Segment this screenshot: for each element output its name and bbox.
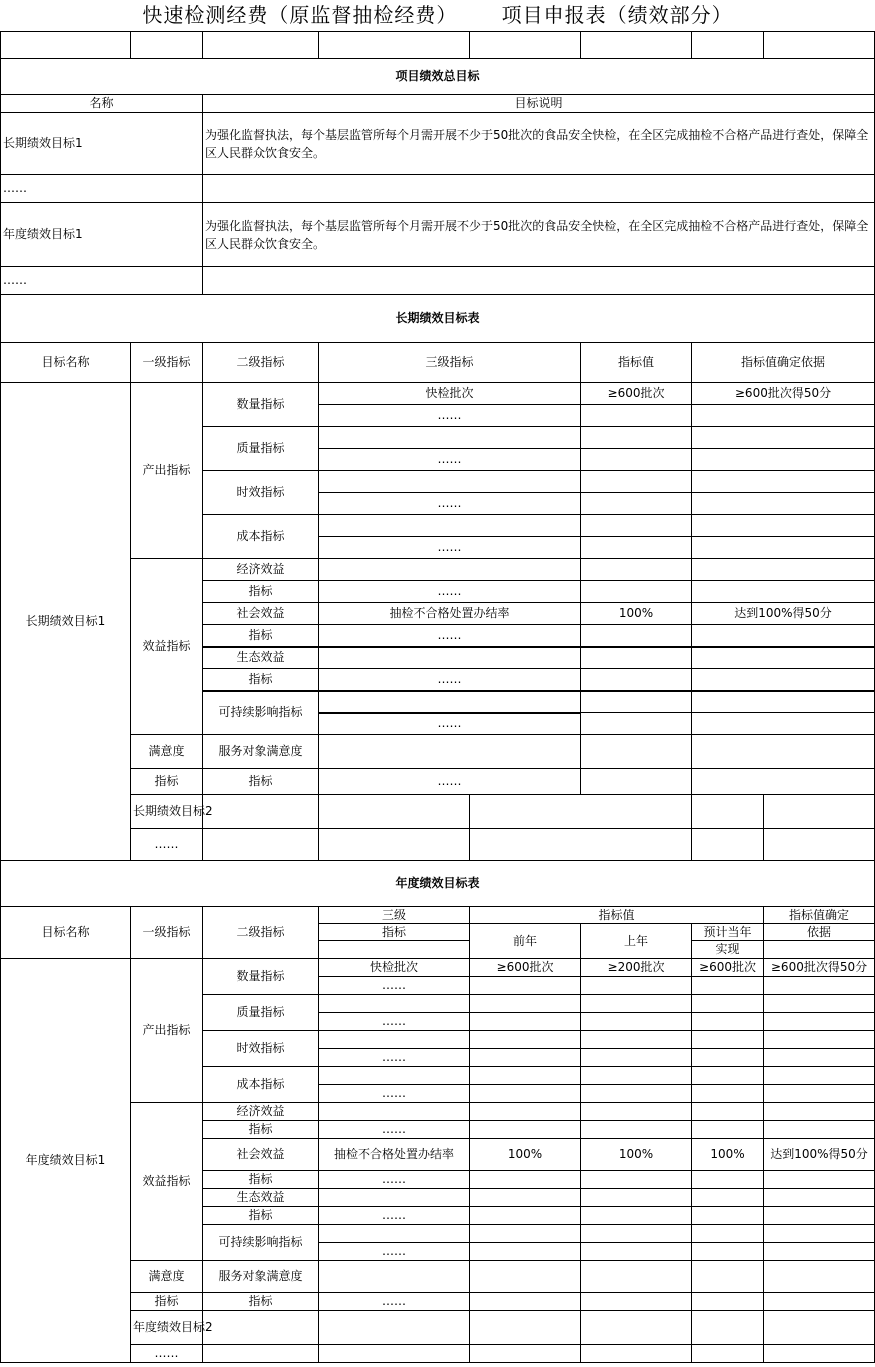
blank-cell[interactable]: [319, 1067, 470, 1085]
blank-cell[interactable]: [692, 1225, 764, 1243]
blank-cell[interactable]: [470, 32, 581, 59]
long-quick-value[interactable]: ≥600批次: [581, 383, 692, 405]
long-service-sat: 服务对象满意度: [203, 735, 319, 769]
long-h-l1: 一级指标: [131, 343, 203, 383]
ellipsis-cell[interactable]: ……: [319, 1013, 470, 1031]
annual-ellipsis: ……: [131, 1345, 203, 1363]
blank-cell[interactable]: [692, 1121, 764, 1139]
blank-cell[interactable]: [581, 1311, 692, 1345]
blank-cell[interactable]: [470, 1243, 581, 1261]
ellipsis-cell[interactable]: ……: [319, 769, 581, 795]
blank-cell[interactable]: [692, 1067, 764, 1085]
blank-cell[interactable]: [203, 1345, 319, 1363]
long-economic: 经济效益: [203, 559, 319, 581]
blank-cell[interactable]: [319, 829, 470, 861]
blank-cell[interactable]: [764, 1121, 875, 1139]
annual-indicator: 指标: [203, 1121, 319, 1139]
ellipsis-cell[interactable]: ……: [319, 581, 581, 603]
annual-table-heading: 年度绩效目标表: [1, 861, 875, 907]
annual-h-l3-a: 三级: [319, 907, 470, 924]
blank-cell[interactable]: [581, 449, 692, 471]
blank-cell[interactable]: [692, 691, 875, 713]
blank-cell[interactable]: [319, 559, 581, 581]
ellipsis-cell[interactable]: ……: [319, 449, 581, 471]
blank-cell[interactable]: [319, 995, 470, 1013]
blank-cell[interactable]: [470, 1013, 581, 1031]
annual-quick-prev[interactable]: ≥600批次: [470, 959, 581, 977]
blank-cell[interactable]: [581, 32, 692, 59]
blank-cell[interactable]: [470, 1067, 581, 1085]
blank-cell[interactable]: [764, 1171, 875, 1189]
blank-cell[interactable]: [581, 1067, 692, 1085]
blank-cell[interactable]: [203, 1311, 319, 1345]
blank-cell[interactable]: [319, 515, 581, 537]
blank-cell[interactable]: [764, 1189, 875, 1207]
overall-long-name: 长期绩效目标1: [1, 113, 203, 175]
annual-unqual-last[interactable]: 100%: [581, 1139, 692, 1171]
blank-cell[interactable]: [764, 1031, 875, 1049]
blank-cell[interactable]: [581, 471, 692, 493]
blank-cell[interactable]: [581, 1121, 692, 1139]
blank-cell[interactable]: [692, 405, 875, 427]
blank-cell[interactable]: [692, 1171, 764, 1189]
blank-cell[interactable]: [764, 1311, 875, 1345]
blank-cell[interactable]: [692, 427, 875, 449]
blank-cell[interactable]: [581, 1225, 692, 1243]
blank-cell[interactable]: [581, 1031, 692, 1049]
blank-cell[interactable]: [692, 669, 875, 691]
long-timeliness: 时效指标: [203, 471, 319, 515]
blank-cell[interactable]: [470, 1103, 581, 1121]
annual-h-target: 目标名称: [1, 907, 131, 959]
annual-unqual[interactable]: 抽检不合格处置办结率: [319, 1139, 470, 1171]
annual-h-l1: 一级指标: [131, 907, 203, 959]
blank-cell[interactable]: [581, 977, 692, 995]
blank-cell[interactable]: [581, 1085, 692, 1103]
blank-cell[interactable]: [470, 1189, 581, 1207]
overall-long-desc[interactable]: 为强化监督执法，每个基层监管所每个月需开展不少于50批次的食品安全快检，在全区完成抽检不合格产品进行查处，保障全区人民群众饮食安全。: [203, 113, 875, 175]
blank-cell[interactable]: [470, 829, 692, 861]
overall-ellipsis: ……: [1, 175, 203, 203]
ellipsis-cell[interactable]: ……: [319, 1243, 470, 1261]
long-satisfaction: 满意度: [131, 735, 203, 769]
annual-indicator: 指标: [203, 1171, 319, 1189]
performance-form-table: [0, 31, 875, 1363]
annual-h-expect-b: 实现: [692, 941, 764, 959]
blank-cell[interactable]: [764, 1293, 875, 1311]
blank-cell[interactable]: [203, 32, 319, 59]
blank-cell[interactable]: [692, 1207, 764, 1225]
ellipsis-cell[interactable]: ……: [319, 1171, 470, 1189]
annual-target1: 年度绩效目标1: [1, 959, 131, 1363]
blank-cell[interactable]: [692, 581, 875, 603]
blank-cell[interactable]: [319, 1311, 470, 1345]
blank-cell[interactable]: [581, 691, 692, 713]
long-h-target: 目标名称: [1, 343, 131, 383]
blank-cell[interactable]: [581, 405, 692, 427]
blank-cell[interactable]: [692, 1103, 764, 1121]
blank-cell[interactable]: [692, 1013, 764, 1031]
blank-cell[interactable]: [203, 267, 875, 295]
blank-cell[interactable]: [764, 1067, 875, 1085]
annual-benefit: 效益指标: [131, 1103, 203, 1261]
long-h-value: 指标值: [581, 343, 692, 383]
blank-cell[interactable]: [764, 941, 875, 959]
blank-cell[interactable]: [581, 1261, 692, 1293]
blank-cell[interactable]: [764, 1243, 875, 1261]
blank-cell[interactable]: [581, 1171, 692, 1189]
blank-cell[interactable]: [692, 647, 875, 669]
annual-quick-check[interactable]: 快检批次: [319, 959, 470, 977]
overall-annual-name: 年度绩效目标1: [1, 203, 203, 267]
annual-timeliness: 时效指标: [203, 1031, 319, 1067]
blank-cell[interactable]: [319, 32, 470, 59]
blank-cell[interactable]: [692, 625, 875, 647]
annual-quick-basis[interactable]: ≥600批次得50分: [764, 959, 875, 977]
annual-quality: 质量指标: [203, 995, 319, 1031]
ellipsis-cell[interactable]: ……: [319, 669, 581, 691]
blank-cell[interactable]: [692, 769, 875, 795]
blank-cell[interactable]: [319, 471, 581, 493]
annual-unqual-basis[interactable]: 达到100%得50分: [764, 1139, 875, 1171]
blank-cell[interactable]: [764, 1085, 875, 1103]
blank-cell[interactable]: [692, 1085, 764, 1103]
blank-cell[interactable]: [692, 1261, 764, 1293]
blank-cell[interactable]: [692, 471, 875, 493]
blank-cell[interactable]: [764, 829, 875, 861]
blank-cell[interactable]: [319, 1225, 470, 1243]
blank-cell[interactable]: [203, 795, 319, 829]
ellipsis-cell[interactable]: ……: [319, 713, 581, 735]
blank-cell[interactable]: [764, 32, 875, 59]
blank-cell[interactable]: [692, 32, 764, 59]
long-indicator: 指标: [131, 769, 203, 795]
long-h-basis: 指标值确定依据: [692, 343, 875, 383]
annual-h-prev: 前年: [470, 924, 581, 959]
long-output: 产出指标: [131, 383, 203, 559]
annual-h-expect-a: 预计当年: [692, 924, 764, 941]
blank-cell[interactable]: [319, 735, 581, 769]
annual-sustain: 可持续影响指标: [203, 1225, 319, 1261]
blank-cell[interactable]: [470, 995, 581, 1013]
blank-cell[interactable]: [692, 977, 764, 995]
blank-cell[interactable]: [203, 175, 875, 203]
blank-cell[interactable]: [692, 1243, 764, 1261]
blank-cell[interactable]: [692, 1345, 764, 1363]
annual-economic: 经济效益: [203, 1103, 319, 1121]
blank-cell[interactable]: [764, 1261, 875, 1293]
blank-cell[interactable]: [470, 1311, 581, 1345]
long-ecological: 生态效益: [203, 647, 319, 669]
blank-cell[interactable]: [692, 449, 875, 471]
blank-cell[interactable]: [581, 493, 692, 515]
blank-cell[interactable]: [692, 559, 875, 581]
blank-cell[interactable]: [581, 1103, 692, 1121]
ellipsis-cell[interactable]: ……: [319, 1207, 470, 1225]
blank-cell[interactable]: [764, 1225, 875, 1243]
annual-unqual-expect[interactable]: 100%: [692, 1139, 764, 1171]
annual-satisfaction: 满意度: [131, 1261, 203, 1293]
long-benefit: 效益指标: [131, 559, 203, 735]
blank-cell[interactable]: [319, 1261, 470, 1293]
long-quick-basis[interactable]: ≥600批次得50分: [692, 383, 875, 405]
blank-cell[interactable]: [319, 941, 470, 959]
blank-cell[interactable]: [692, 995, 764, 1013]
annual-h-l2: 二级指标: [203, 907, 319, 959]
long-indicator: 指标: [203, 769, 319, 795]
blank-cell[interactable]: [581, 1189, 692, 1207]
blank-cell[interactable]: [470, 795, 692, 829]
ellipsis-cell[interactable]: ……: [319, 537, 581, 559]
blank-cell[interactable]: [470, 1085, 581, 1103]
blank-cell[interactable]: [581, 537, 692, 559]
overall-col-name: 名称: [1, 95, 203, 113]
annual-indicator: 指标: [131, 1293, 203, 1311]
annual-h-last: 上年: [581, 924, 692, 959]
ellipsis-cell[interactable]: ……: [319, 1293, 470, 1311]
ellipsis-cell[interactable]: ……: [319, 1121, 470, 1139]
blank-cell[interactable]: [470, 1345, 581, 1363]
annual-h-basis-a: 指标值确定: [764, 907, 875, 924]
blank-cell[interactable]: [581, 1243, 692, 1261]
long-target1: 长期绩效目标1: [1, 383, 131, 861]
annual-quantity: 数量指标: [203, 959, 319, 995]
blank-cell[interactable]: [764, 1013, 875, 1031]
long-target2: 长期绩效目标2: [131, 795, 203, 829]
ellipsis-cell[interactable]: ……: [319, 493, 581, 515]
blank-cell[interactable]: [319, 1345, 470, 1363]
overall-goals-heading: 项目绩效总目标: [1, 59, 875, 95]
annual-unqual-prev[interactable]: 100%: [470, 1139, 581, 1171]
annual-ecological: 生态效益: [203, 1189, 319, 1207]
blank-cell[interactable]: [319, 427, 581, 449]
blank-cell[interactable]: [692, 1031, 764, 1049]
blank-cell[interactable]: [692, 735, 875, 769]
annual-target2: 年度绩效目标2: [131, 1311, 203, 1345]
long-h-l3: 三级指标: [319, 343, 581, 383]
blank-cell[interactable]: [581, 995, 692, 1013]
blank-cell[interactable]: [764, 1207, 875, 1225]
blank-cell[interactable]: [1, 32, 131, 59]
blank-cell[interactable]: [581, 1013, 692, 1031]
long-cost: 成本指标: [203, 515, 319, 559]
blank-cell[interactable]: [692, 1311, 764, 1345]
annual-h-l3-b: 指标: [319, 924, 470, 941]
blank-cell[interactable]: [581, 1049, 692, 1067]
blank-cell[interactable]: [764, 1345, 875, 1363]
blank-cell[interactable]: [581, 625, 692, 647]
long-unqual-value[interactable]: 100%: [581, 603, 692, 625]
blank-cell[interactable]: [692, 537, 875, 559]
blank-cell[interactable]: [581, 1345, 692, 1363]
blank-header-row: [1, 32, 875, 59]
blank-cell[interactable]: [764, 795, 875, 829]
blank-cell[interactable]: [764, 1049, 875, 1067]
annual-social: 社会效益: [203, 1139, 319, 1171]
blank-cell[interactable]: [470, 1207, 581, 1225]
long-social: 社会效益: [203, 603, 319, 625]
blank-cell[interactable]: [692, 1189, 764, 1207]
blank-cell[interactable]: [581, 515, 692, 537]
blank-cell[interactable]: [692, 713, 875, 735]
blank-cell[interactable]: [319, 647, 581, 669]
long-ellipsis: ……: [131, 829, 203, 861]
overall-col-desc: 目标说明: [203, 95, 875, 113]
annual-service-sat: 服务对象满意度: [203, 1261, 319, 1293]
blank-cell[interactable]: [581, 581, 692, 603]
blank-cell[interactable]: [470, 1049, 581, 1067]
blank-cell[interactable]: [692, 1293, 764, 1311]
long-table-heading: 长期绩效目标表: [1, 295, 875, 343]
blank-cell[interactable]: [319, 1031, 470, 1049]
annual-indicator: 指标: [203, 1293, 319, 1311]
blank-cell[interactable]: [470, 1031, 581, 1049]
annual-h-value: 指标值: [470, 907, 764, 924]
long-h-l2: 二级指标: [203, 343, 319, 383]
blank-cell[interactable]: [203, 829, 319, 861]
long-indicator: 指标: [203, 625, 319, 647]
annual-quick-last[interactable]: ≥200批次: [581, 959, 692, 977]
annual-cost: 成本指标: [203, 1067, 319, 1103]
page-title: 快速检测经费（原监督抽检经费） 项目申报表（绩效部分）: [142, 3, 733, 27]
ellipsis-cell[interactable]: ……: [319, 405, 581, 427]
blank-cell[interactable]: [764, 1103, 875, 1121]
blank-cell[interactable]: [581, 1207, 692, 1225]
overall-annual-desc[interactable]: 为强化监督执法，每个基层监管所每个月需开展不少于50批次的食品安全快检，在全区完成抽检不合格产品进行查处，保障全区人民群众饮食安全。: [203, 203, 875, 267]
long-unqual[interactable]: 抽检不合格处置办结率: [319, 603, 581, 625]
ellipsis-cell[interactable]: ……: [319, 1085, 470, 1103]
blank-cell[interactable]: [764, 977, 875, 995]
blank-cell[interactable]: [470, 1171, 581, 1189]
blank-cell[interactable]: [319, 1103, 470, 1121]
blank-cell[interactable]: [692, 493, 875, 515]
annual-quick-expect[interactable]: ≥600批次: [692, 959, 764, 977]
blank-cell[interactable]: [581, 769, 692, 795]
blank-cell[interactable]: [470, 1293, 581, 1311]
ellipsis-cell[interactable]: ……: [319, 1049, 470, 1067]
annual-h-basis-b: 依据: [764, 924, 875, 941]
blank-cell[interactable]: [692, 829, 764, 861]
blank-cell[interactable]: [581, 735, 692, 769]
blank-cell[interactable]: [581, 647, 692, 669]
long-quantity: 数量指标: [203, 383, 319, 427]
blank-cell[interactable]: [470, 977, 581, 995]
ellipsis-cell[interactable]: ……: [319, 977, 470, 995]
ellipsis-cell[interactable]: ……: [319, 625, 581, 647]
blank-cell[interactable]: [470, 1261, 581, 1293]
blank-cell[interactable]: [692, 795, 764, 829]
long-sustain: 可持续影响指标: [203, 691, 319, 735]
blank-cell[interactable]: [581, 559, 692, 581]
blank-cell[interactable]: [581, 427, 692, 449]
blank-cell[interactable]: [470, 1225, 581, 1243]
long-unqual-basis[interactable]: 达到100%得50分: [692, 603, 875, 625]
overall-ellipsis: ……: [1, 267, 203, 295]
blank-cell[interactable]: [692, 515, 875, 537]
long-quick-check[interactable]: 快检批次: [319, 383, 581, 405]
blank-cell[interactable]: [581, 1293, 692, 1311]
blank-cell[interactable]: [319, 795, 470, 829]
blank-cell[interactable]: [319, 691, 581, 713]
blank-cell[interactable]: [581, 669, 692, 691]
annual-indicator: 指标: [203, 1207, 319, 1225]
blank-cell[interactable]: [319, 1189, 470, 1207]
long-indicator: 指标: [203, 581, 319, 603]
blank-cell[interactable]: [581, 713, 692, 735]
blank-cell[interactable]: [692, 1049, 764, 1067]
long-quality: 质量指标: [203, 427, 319, 471]
blank-cell[interactable]: [131, 32, 203, 59]
annual-output: 产出指标: [131, 959, 203, 1103]
blank-cell[interactable]: [470, 1121, 581, 1139]
long-indicator: 指标: [203, 669, 319, 691]
blank-cell[interactable]: [764, 995, 875, 1013]
